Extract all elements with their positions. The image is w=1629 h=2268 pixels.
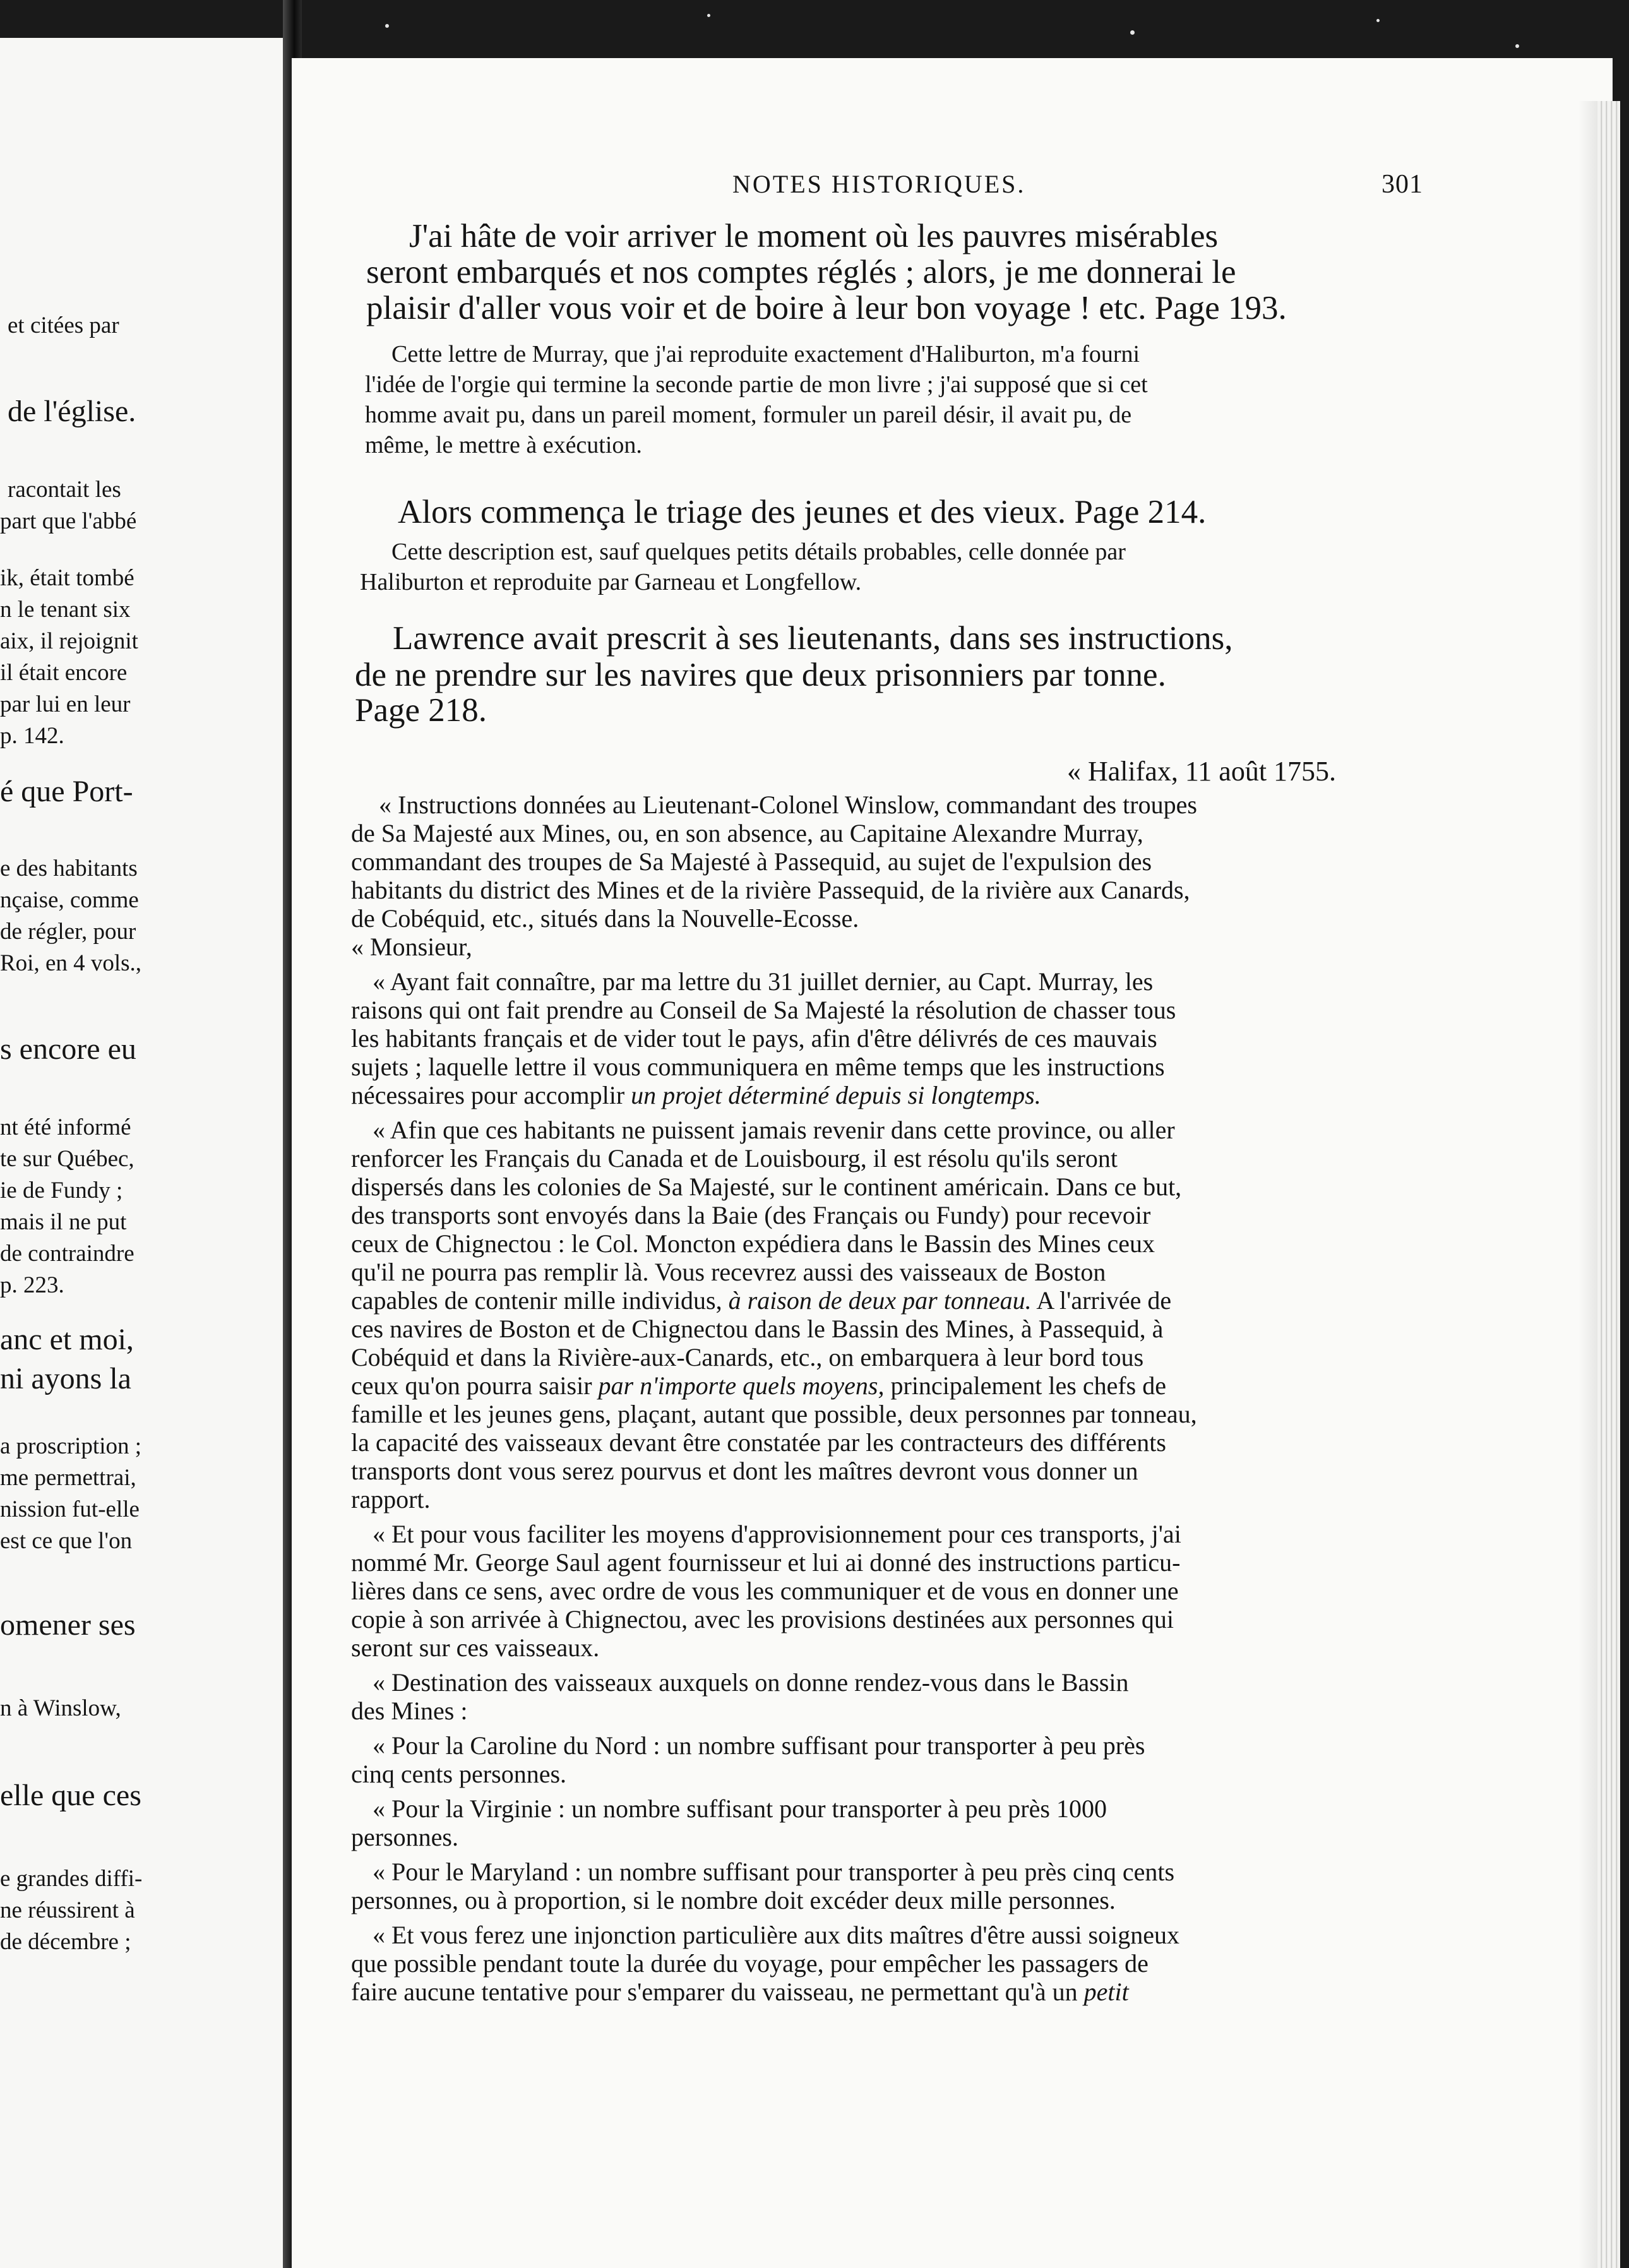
- note-line: homme avait pu, dans un pareil moment, formuler un pareil désir, il avait pu, de: [365, 402, 1132, 428]
- letter-line: « Instructions données au Lieutenant-Colonel Winslow, commandant des troupes: [379, 791, 1197, 819]
- letter-line: « Afin que ces habitants ne puissent jamais revenir dans cette province, ou aller: [373, 1116, 1175, 1144]
- letter-line: [351, 1083, 1041, 1108]
- letter-line: nommé Mr. George Saul agent fournisseur et lui ai donné des instructions particu-: [351, 1548, 1181, 1577]
- letter-line: « Pour le Maryland : un nombre suffisant pour transporter à peu près cinq cents: [373, 1858, 1175, 1886]
- left-page-line: nission fut-elle: [0, 1496, 140, 1522]
- letter-line-text: A l'arrivée de: [1031, 1286, 1172, 1315]
- letter-line: copie à son arrivée à Chignectou, avec les provisions destinées aux personnes qui: [351, 1605, 1174, 1633]
- letter-line: ceux de Chignectou : le Col. Moncton expédiera dans le Bassin des Mines ceux: [351, 1229, 1155, 1258]
- letter-line: des transports sont envoyés dans la Baie (des Français ou Fundy) pour recevoir: [351, 1201, 1151, 1229]
- scan-speck: [1376, 19, 1380, 22]
- letter-line: de Cobéquid, etc., situés dans la Nouvelle-Ecosse.: [351, 904, 859, 933]
- left-page-line: de l'église.: [8, 395, 136, 428]
- letter-line: que possible pendant toute la durée du voyage, pour empêcher les passagers de: [351, 1949, 1149, 1978]
- letter-line: qu'il ne pourra pas remplir là. Vous recevrez aussi des vaisseaux de Boston: [351, 1258, 1106, 1286]
- left-page-line: s encore eu: [0, 1032, 136, 1066]
- text-line: plaisir d'aller vous voir et de boire à leur bon voyage ! etc. Page 193.: [366, 290, 1287, 326]
- left-page-line: ne réussirent à: [0, 1897, 135, 1923]
- letter-line: « Destination des vaisseaux auxquels on donne rendez-vous dans le Bassin: [373, 1668, 1129, 1697]
- left-page-line: racontait les: [8, 477, 121, 503]
- letter-line: « Et pour vous faciliter les moyens d'approvisionnement pour ces transports, j'ai: [373, 1520, 1181, 1548]
- letter-line: les habitants français et de vider tout le pays, afin d'être délivrés de ces mauvais: [351, 1024, 1157, 1053]
- note-line: Cette lettre de Murray, que j'ai reproduite exactement d'Haliburton, m'a fourni: [391, 341, 1140, 367]
- left-page-line: de régler, pour: [0, 919, 136, 945]
- letter-line: Cobéquid et dans la Rivière-aux-Canards, etc., on embarquera à leur bord tous: [351, 1343, 1144, 1371]
- letter-line: famille et les jeunes gens, plaçant, autant que possible, deux personnes par tonneau,: [351, 1400, 1197, 1428]
- left-page-line: de contraindre: [0, 1241, 134, 1267]
- letter-line: raisons qui ont fait prendre au Conseil de Sa Majesté la résolution de chasser tous: [351, 996, 1176, 1024]
- text-line: Alors commença le triage des jeunes et des vieux. Page 214.: [398, 494, 1207, 530]
- left-page-line: de décembre ;: [0, 1929, 131, 1955]
- letter-line: cinq cents personnes.: [351, 1760, 567, 1788]
- left-page-line: mais il ne put: [0, 1209, 127, 1235]
- left-page-line: omener ses: [0, 1608, 136, 1642]
- left-page-line: é que Port-: [0, 775, 133, 808]
- letter-line: personnes, ou à proportion, si le nombre doit excéder deux mille personnes.: [351, 1886, 1116, 1914]
- note-line: l'idée de l'orgie qui termine la seconde partie de mon livre ; j'ai supposé que si cet: [365, 371, 1148, 398]
- left-page-line: elle que ces: [0, 1779, 141, 1812]
- letter-line: seront sur ces vaisseaux.: [351, 1633, 600, 1662]
- left-page-line: et citées par: [8, 313, 119, 338]
- letter-line: « Pour la Caroline du Nord : un nombre suffisant pour transporter à peu près: [373, 1731, 1145, 1760]
- facing-page-left: [0, 38, 283, 2268]
- left-page-line: est ce que l'on: [0, 1528, 133, 1554]
- page-shadow: [1578, 101, 1597, 2268]
- letter-line: [351, 1979, 1129, 2005]
- left-page-line: me permettrai,: [0, 1465, 136, 1491]
- note-line: même, le mettre à exécution.: [365, 432, 642, 458]
- scan-speck: [707, 14, 710, 17]
- text-line: J'ai hâte de voir arriver le moment où les pauvres misérables: [409, 218, 1219, 254]
- left-page-line: aix, il rejoignit: [0, 628, 138, 654]
- letter-dateline: « Halifax, 11 août 1755.: [1067, 756, 1337, 787]
- left-page-line: p. 142.: [0, 723, 64, 749]
- letter-line: « Ayant fait connaître, par ma lettre du 31 juillet dernier, au Capt. Murray, les: [373, 967, 1154, 996]
- letter-line: « Et vous ferez une injonction particulière aux dits maîtres d'être aussi soigneux: [373, 1921, 1179, 1949]
- letter-line: la capacité des vaisseaux devant être constatée par les contracteurs des différents: [351, 1428, 1166, 1457]
- letter-line: « Monsieur,: [351, 933, 472, 961]
- note-line: Cette description est, sauf quelques petits détails probables, celle donnée par: [391, 539, 1126, 565]
- left-page-line: ie de Fundy ;: [0, 1178, 123, 1203]
- letter-line-text: ceux qu'on pourra saisir: [351, 1371, 592, 1400]
- letter-line: « Pour la Virginie : un nombre suffisant pour transporter à peu près 1000: [373, 1794, 1107, 1823]
- left-page-line: te sur Québec,: [0, 1146, 134, 1172]
- left-page-line: il était encore: [0, 660, 128, 686]
- letter-line-text: faire aucune tentative pour s'emparer du vaisseau, ne permettant qu'à un: [351, 1978, 1078, 2006]
- letter-line-text: nécessaires pour accomplir: [351, 1081, 625, 1109]
- letter-line: dispersés dans les colonies de Sa Majesté, sur le continent américain. Dans ce but,: [351, 1173, 1182, 1201]
- letter-line-text: capables de contenir mille individus,: [351, 1286, 722, 1315]
- text-line: Page 218.: [355, 692, 487, 729]
- letter-line: habitants du district des Mines et de la rivière Passequid, de la rivière aux Canards,: [351, 876, 1190, 904]
- text-line: de ne prendre sur les navires que deux prisonniers par tonne.: [355, 657, 1166, 693]
- left-page-line: e des habitants: [0, 856, 138, 881]
- left-page-line: nçaise, comme: [0, 887, 139, 913]
- left-page-line: n le tenant six: [0, 597, 131, 623]
- scan-speck: [1130, 30, 1135, 35]
- page-number: 301: [1381, 170, 1423, 199]
- left-page-line: Roi, en 4 vols.,: [0, 950, 142, 976]
- left-page-line: part que l'abbé: [0, 508, 137, 534]
- left-page-line: par lui en leur: [0, 691, 131, 717]
- letter-line: [351, 1288, 1171, 1313]
- letter-line-text: principalement les chefs de: [884, 1371, 1166, 1400]
- letter-line: renforcer les Français du Canada et de Louisbourg, il est résolu qu'ils seront: [351, 1144, 1118, 1173]
- italic-phrase: un projet déterminé depuis si longtemps.: [631, 1081, 1041, 1109]
- letter-line: transports dont vous serez pourvus et dont les maîtres devront vous donner un: [351, 1457, 1138, 1485]
- left-page-line: a proscription ;: [0, 1433, 142, 1459]
- letter-line: lières dans ce sens, avec ordre de vous les communiquer et de vous en donner une: [351, 1577, 1179, 1605]
- letter-line: [351, 1373, 1166, 1399]
- text-line: Lawrence avait prescrit à ses lieutenants, dans ses instructions,: [393, 620, 1233, 657]
- letter-line: sujets ; laquelle lettre il vous communiquera en même temps que les instructions: [351, 1053, 1165, 1081]
- left-page-line: ni ayons la: [0, 1362, 131, 1395]
- left-page-line: anc et moi,: [0, 1323, 134, 1356]
- letter-line: commandant des troupes de Sa Majesté à Passequid, au sujet de l'expulsion des: [351, 847, 1152, 876]
- running-head: NOTES HISTORIQUES.: [732, 170, 1026, 198]
- letter-line: ces navires de Boston et de Chignectou dans le Bassin des Mines, à Passequid, à: [351, 1315, 1164, 1343]
- italic-phrase: petit: [1083, 1978, 1129, 2006]
- left-page-line: ik, était tombé: [0, 565, 134, 591]
- scan-speck: [1515, 44, 1519, 48]
- page-stack-edge: [1597, 101, 1620, 2268]
- left-page-line: n à Winslow,: [0, 1695, 121, 1721]
- scan-speck: [385, 24, 389, 28]
- letter-line: des Mines :: [351, 1697, 468, 1725]
- italic-phrase: par n'importe quels moyens,: [598, 1371, 885, 1400]
- letter-line: de Sa Majesté aux Mines, ou, en son absence, au Capitaine Alexandre Murray,: [351, 819, 1143, 847]
- letter-line: rapport.: [351, 1485, 431, 1513]
- left-page-line: p. 223.: [0, 1272, 64, 1298]
- left-page-line: nt été informé: [0, 1114, 131, 1140]
- letter-line: personnes.: [351, 1823, 458, 1851]
- italic-phrase: à raison de deux par tonneau.: [728, 1286, 1032, 1315]
- text-line: seront embarqués et nos comptes réglés ; alors, je me donnerai le: [366, 254, 1236, 290]
- note-line: Haliburton et reproduite par Garneau et Longfellow.: [360, 569, 862, 595]
- left-page-line: e grandes diffi-: [0, 1866, 143, 1892]
